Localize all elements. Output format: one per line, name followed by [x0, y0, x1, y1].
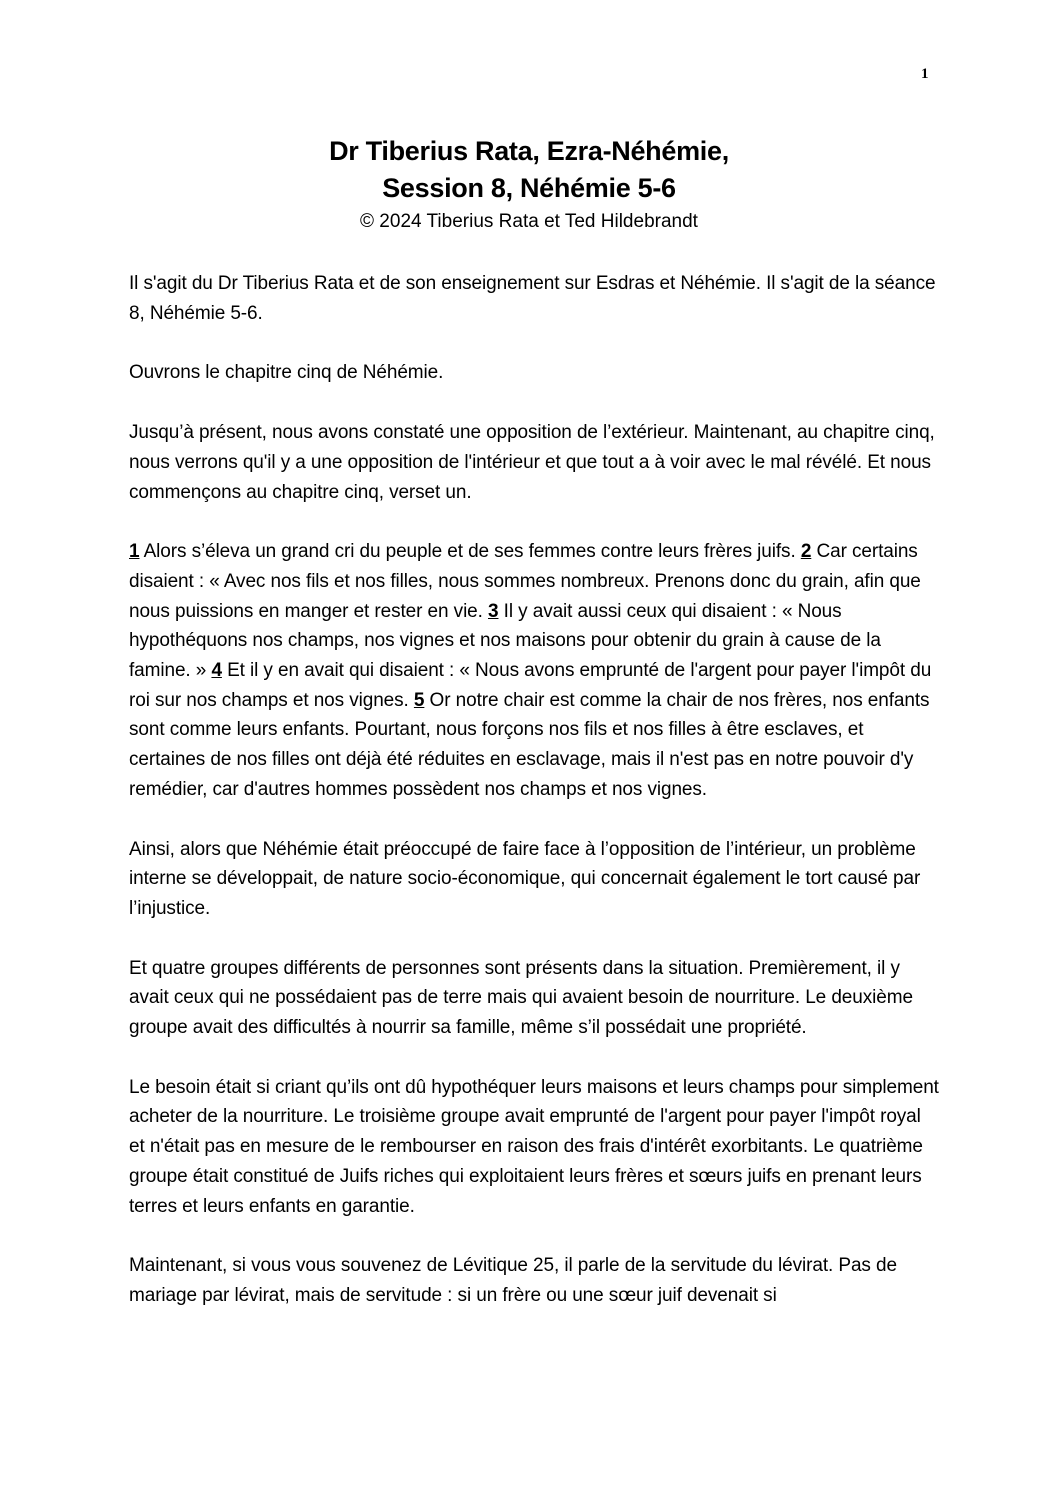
chapter-open-paragraph: Ouvrons le chapitre cinq de Néhémie. [129, 362, 444, 384]
verse-number-1: 1 [129, 541, 140, 563]
verse-text-3: Il y avait aussi ceux qui disaient : « Nous hypothéquons nos champs, nos vignes et nos maisons pour obtenir du grain à cause de la famine. » [129, 600, 881, 682]
verse-text-2: Car certains disaient : « Avec nos fils et nos filles, nous sommes nombreux. Prenons donc du grain, afin que nous puissions en manger et rester en vie. [129, 541, 921, 622]
document-header [0, 133, 1058, 235]
leviticus-paragraph: Maintenant, si vous vous souvenez de Lévitique 25, il parle de la servitude du lévirat. Pas de mariage par lévirat, mais de servitude : si un frère ou une sœur juif devenait si [129, 1255, 897, 1306]
need-paragraph: Le besoin était si criant qu’ils ont dû hypothéquer leurs maisons et leurs champs pour simplement acheter de la nourriture. Le troisième groupe avait emprunté de l'argent pour payer l'impôt royal et n'était pas en mesure de le rembourser en raison des frais d'intérêt exorbitants. Le quatrième groupe était constitué de Juifs riches qui exploitaient leurs frères et sœurs juifs en prenant leurs terres et leurs enfants en garantie. [129, 1076, 939, 1217]
page-number: 1 [921, 66, 929, 82]
document-title-line2: Session 8, Néhémie 5-6 [382, 173, 676, 203]
verse-number-4: 4 [211, 660, 222, 682]
copyright-notice: © 2024 Tiberius Rata et Ted Hildebrandt [360, 211, 698, 232]
opposition-paragraph: Jusqu’à présent, nous avons constaté une opposition de l’extérieur. Maintenant, au chapitre cinq, nous verrons qu'il y a une opposition de l'intérieur et que tout a à voir avec le mal révélé. Et nous commençons au chapitre cinq, verset un. [129, 422, 935, 503]
verse-number-3: 3 [488, 600, 499, 622]
intro-paragraph: Il s'agit du Dr Tiberius Rata et de son enseignement sur Esdras et Néhémie. Il s'agit de la séance 8, Néhémie 5-6. [129, 273, 936, 324]
verse-text-5: Or notre chair est comme la chair de nos frères, nos enfants sont comme leurs enfants. Pourtant, nous forçons nos fils et nos filles à être esclaves, et certaines de nos filles ont déjà été réduites en esclavage, mais il n'est pas en notre pouvoir d'y remédier, car d'autres hommes possèdent nos champs et nos vignes. [129, 689, 930, 800]
verse-text-4: Et il y en avait qui disaient : « Nous avons emprunté de l'argent pour payer l'impôt du roi sur nos champs et nos vignes. [129, 660, 932, 711]
verse-number-2: 2 [800, 541, 812, 563]
internal-problem-paragraph: Ainsi, alors que Néhémie était préoccupé de faire face à l’opposition de l’intérieur, un problème interne se développait, de nature socio-économique, qui concernait également le tort causé par l’injustice. [129, 838, 921, 919]
verse-text-1: Alors s’éleva un grand cri du peuple et de ses femmes contre leurs frères juifs. [139, 541, 801, 563]
scripture-passage [129, 537, 939, 804]
verse-number-5: 5 [413, 689, 425, 711]
document-body [129, 269, 939, 1341]
four-groups-paragraph: Et quatre groupes différents de personnes sont présents dans la situation. Premièrement, il y avait ceux qui ne possédaient pas de terre mais qui avaient besoin de nourriture. Le deuxième groupe avait des difficultés à nourrir sa famille, même s’il possédait une propriété. [129, 957, 913, 1039]
document-title-line1: Dr Tiberius Rata, Ezra-Néhémie, [329, 136, 729, 166]
